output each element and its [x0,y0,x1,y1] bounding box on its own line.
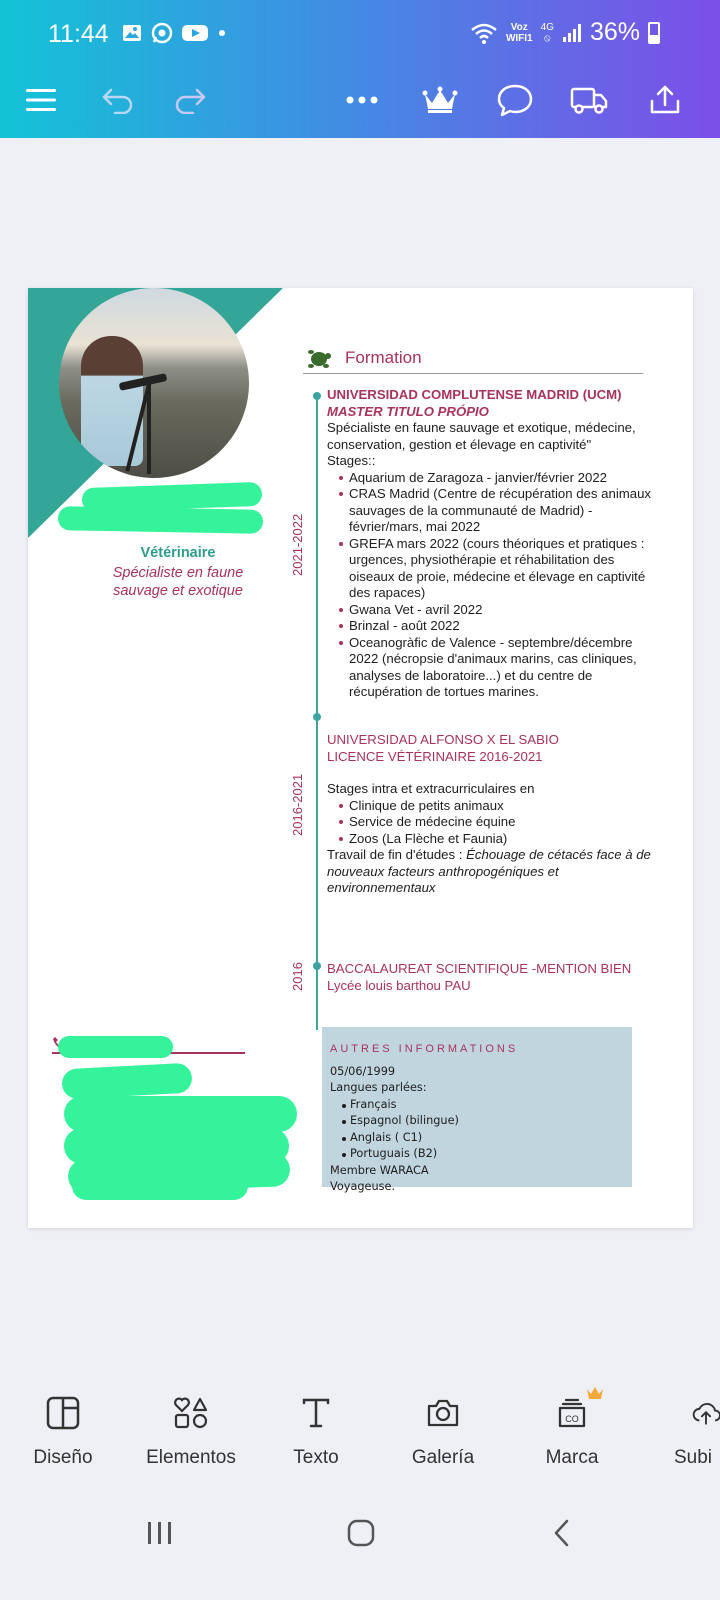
youtube-icon [182,23,208,43]
redo-icon [173,86,207,114]
list-item: GREFA mars 2022 (cours théoriques et pratiques : urgences, physiothérapie et réhabilitation des oiseaux de proie, médecine et élevage en captivité des rapaces) [339,536,657,602]
menu-icon [26,87,56,113]
redacted-contact-title [58,1036,173,1058]
profile-specialty: Spécialiste en faune sauvage et exotique [112,565,244,599]
thesis-label: Travail de fin d'études : [327,847,467,862]
nav-elements[interactable] [131,1385,251,1469]
nav-upload[interactable] [638,1385,720,1469]
comment-icon [497,83,533,117]
list-item: Oceanogràfic de Valence - septembre/décembre 2022 (nécropsie d'animaux marins, cas cliniques, analyses de laboratoire...) et du centre de récupération de tortues marines. [339,635,657,701]
formation-entry-alfonso[interactable] [327,732,657,897]
svg-text:CO: CO [565,1414,579,1424]
status-bar [0,0,720,72]
top-bar [0,0,720,138]
timeline-dot [313,392,321,400]
undo-icon [101,86,135,114]
comment-button[interactable] [493,78,537,122]
turtle-icon [306,348,332,370]
network-label-wifi: WIFI1 [505,32,533,44]
language-item: Espagnol (bilingue) [342,1113,624,1130]
text-icon [301,1397,331,1429]
network-label-voz: Voz [510,21,528,33]
list-item: CRAS Madrid (Centre de récupération des animaux sauvages de la communauté de Madrid) - février/mars, mai 2022 [339,486,657,536]
language-item: Anglais ( C1) [342,1130,624,1147]
other-info-box[interactable] [322,1027,632,1193]
bottom-toolbar [0,1385,720,1495]
timeline-dot [313,962,321,970]
formation-entry-ucm[interactable] [327,387,657,701]
whatsapp-icon [151,22,173,44]
nav-label: Subi [674,1447,713,1468]
year-label-1: 2021-2022 [290,513,305,576]
system-nav-bar [0,1500,720,1600]
list-item: Gwana Vet - avril 2022 [339,602,657,619]
languages-label: Langues parlées: [330,1081,427,1094]
year-label-2: 2016-2021 [290,773,305,836]
entry-description: Spécialiste en faune sauvage et exotique, médecine, conservation, gestion et élevage en captivité" [327,420,636,452]
nav-design[interactable] [3,1385,123,1469]
home-icon[interactable] [346,1518,376,1548]
signal-type: 4G [540,21,554,33]
wifi-icon [470,22,498,44]
notification-dot-icon [217,28,227,38]
premium-button[interactable] [418,78,462,122]
nav-label: Galería [411,1447,475,1468]
language-item: Français [342,1097,624,1114]
entry-degree: Lycée louis barthou PAU [327,977,471,993]
membership: Membre WARACA [330,1163,429,1177]
nav-gallery[interactable] [383,1385,503,1469]
formation-entry-bac[interactable] [327,961,657,994]
redacted-contact [72,1172,248,1200]
nav-brand[interactable] [512,1385,632,1469]
language-item: Portuguais (B2) [342,1146,624,1163]
redacted-surname [58,506,263,534]
year-label-3: 2016 [290,962,305,991]
traveler: Voyageuse. [330,1180,396,1193]
entry-school: UNIVERSIDAD ALFONSO X EL SABIO [327,732,559,747]
more-options-button[interactable] [340,78,384,122]
gallery-icon [122,23,142,43]
recent-apps-icon[interactable] [146,1520,174,1546]
nav-label: Marca [545,1447,599,1468]
formation-title: Formation [345,348,422,367]
redacted-contact [64,1096,297,1132]
list-item: Brinzal - août 2022 [339,618,657,635]
layout-icon [46,1396,80,1430]
profile-role: Vétérinaire [140,545,216,561]
entry-degree: LICENCE VÉTÉRINAIRE 2016-2021 [327,748,543,764]
more-icon [345,95,379,105]
entry-stages-label: Stages:: [327,453,376,468]
formation-header [303,346,643,374]
delivery-truck-icon [570,85,608,115]
print-delivery-button[interactable] [567,78,611,122]
back-icon[interactable] [552,1518,572,1548]
profile-photo[interactable] [59,288,249,478]
no-data-icon: ⦸ [544,32,551,44]
entry-stages-label: Stages intra et extracurriculaires en [327,781,535,796]
list-item: Service de médecine équine [339,814,657,831]
list-item: Aquarium de Zaragoza - janvier/février 2022 [339,470,657,487]
share-icon [649,84,681,116]
redo-button[interactable] [168,78,212,122]
thesis-title: Échouage de cétacés face à de nouveaux facteurs anthropogéniques et environnementaux [327,847,651,895]
camera-icon [426,1398,460,1428]
upload-cloud-icon [692,1398,720,1428]
other-info-title: AUTRES INFORMATIONS [330,1043,519,1055]
crown-icon [422,85,458,115]
nav-text[interactable] [256,1385,376,1469]
list-item: Zoos (La Flèche et Faunia) [339,831,657,848]
menu-button[interactable] [19,78,63,122]
entry-school: BACCALAUREAT SCIENTIFIQUE -MENTION BIEN [327,961,632,976]
birthdate: 05/06/1999 [330,1064,396,1078]
signal-icon [562,23,582,43]
status-time: 11:44 [48,20,109,48]
share-button[interactable] [643,78,687,122]
battery-percent: 36% [589,18,640,46]
editor-toolbar [0,72,720,138]
design-canvas[interactable] [28,288,693,1228]
entry-school: UNIVERSIDAD COMPLUTENSE MADRID (UCM) [327,387,622,402]
entry-degree: MASTER TITULO PRÓPIO [327,403,489,419]
shapes-icon [174,1396,208,1430]
timeline-dot [313,713,321,721]
nav-label: Diseño [33,1447,93,1468]
list-item: Clinique de petits animaux [339,798,657,815]
redacted-contact [61,1063,192,1100]
premium-crown-icon [585,1385,605,1401]
brand-icon [554,1396,590,1430]
battery-icon [648,22,660,44]
undo-button[interactable] [96,78,140,122]
nav-label: Elementos [146,1447,236,1468]
nav-label: Texto [293,1447,339,1468]
